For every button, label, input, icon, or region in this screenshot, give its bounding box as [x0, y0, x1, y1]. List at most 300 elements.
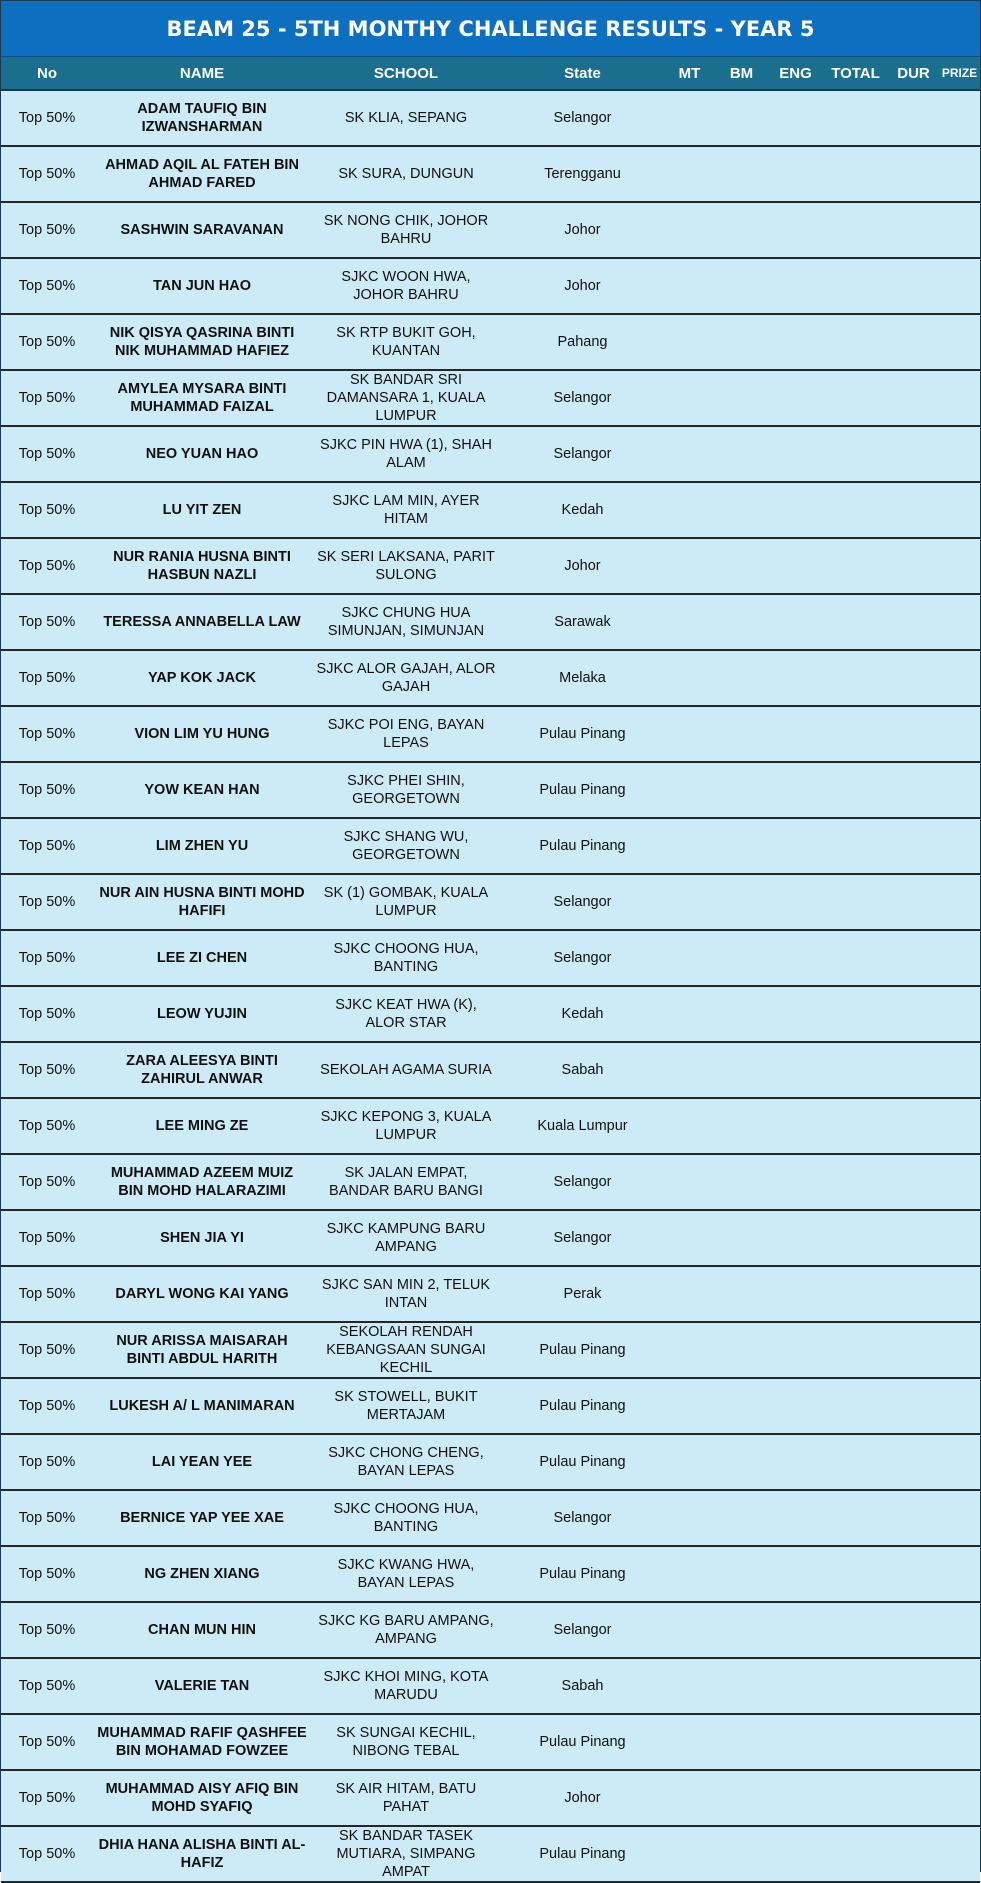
- bm-cell: [715, 706, 768, 762]
- header-row: [1, 57, 980, 90]
- rank-cell: Top 50%: [1, 1546, 93, 1602]
- state-cell: Kedah: [501, 482, 664, 538]
- rank-cell: Top 50%: [1, 1322, 93, 1378]
- rank-cell: Top 50%: [1, 650, 93, 706]
- eng-cell: [768, 874, 823, 930]
- state-cell: Johor: [501, 538, 664, 594]
- dur-cell: [888, 986, 939, 1042]
- rank-cell: Top 50%: [1, 986, 93, 1042]
- prize-cell: [939, 202, 980, 258]
- dur-cell: [888, 314, 939, 370]
- school-cell: SK BANDAR SRI DAMANSARA 1, KUALA LUMPUR: [311, 370, 501, 426]
- total-cell: [823, 1322, 888, 1378]
- prize-cell: [939, 986, 980, 1042]
- state-cell: Selangor: [501, 1602, 664, 1658]
- table-row: [1, 370, 980, 426]
- rank-cell: Top 50%: [1, 538, 93, 594]
- prize-cell: [939, 1266, 980, 1322]
- rank-cell: Top 50%: [1, 818, 93, 874]
- table-row: [1, 314, 980, 370]
- eng-cell: [768, 1658, 823, 1714]
- table-row: [1, 1714, 980, 1770]
- prize-cell: [939, 1602, 980, 1658]
- state-cell: Perak: [501, 1266, 664, 1322]
- prize-cell: [939, 1826, 980, 1882]
- prize-cell: [939, 1770, 980, 1826]
- school-cell: SK (1) GOMBAK, KUALA LUMPUR: [311, 874, 501, 930]
- name-cell: NUR RANIA HUSNA BINTI HASBUN NAZLI: [93, 538, 311, 594]
- mt-cell: [664, 482, 715, 538]
- total-cell: [823, 874, 888, 930]
- name-cell: LEOW YUJIN: [93, 986, 311, 1042]
- rank-cell: Top 50%: [1, 1266, 93, 1322]
- name-cell: NG ZHEN XIANG: [93, 1546, 311, 1602]
- name-cell: AMYLEA MYSARA BINTI MUHAMMAD FAIZAL: [93, 370, 311, 426]
- name-cell: MUHAMMAD AZEEM MUIZ BIN MOHD HALARAZIMI: [93, 1154, 311, 1210]
- bm-cell: [715, 818, 768, 874]
- rank-cell: Top 50%: [1, 930, 93, 986]
- mt-cell: [664, 314, 715, 370]
- total-cell: [823, 1434, 888, 1490]
- prize-cell: [939, 1042, 980, 1098]
- bm-cell: [715, 1266, 768, 1322]
- prize-cell: [939, 1098, 980, 1154]
- dur-cell: [888, 1378, 939, 1434]
- eng-cell: [768, 594, 823, 650]
- bm-cell: [715, 594, 768, 650]
- rank-cell: Top 50%: [1, 482, 93, 538]
- rank-cell: Top 50%: [1, 1042, 93, 1098]
- eng-cell: [768, 986, 823, 1042]
- mt-cell: [664, 90, 715, 146]
- name-cell: NEO YUAN HAO: [93, 426, 311, 482]
- column-header-prize[interactable]: PRIZE: [939, 57, 980, 90]
- table-row: [1, 1266, 980, 1322]
- prize-cell: [939, 482, 980, 538]
- school-cell: SEKOLAH RENDAH KEBANGSAAN SUNGAI KECHIL: [311, 1322, 501, 1378]
- prize-cell: [939, 1322, 980, 1378]
- table-row: [1, 1098, 980, 1154]
- prize-cell: [939, 1658, 980, 1714]
- bm-cell: [715, 650, 768, 706]
- rank-cell: Top 50%: [1, 1658, 93, 1714]
- school-cell: SK BANDAR TASEK MUTIARA, SIMPANG AMPAT: [311, 1826, 501, 1882]
- dur-cell: [888, 1490, 939, 1546]
- eng-cell: [768, 426, 823, 482]
- state-cell: Pulau Pinang: [501, 706, 664, 762]
- table-row: [1, 538, 980, 594]
- prize-cell: [939, 1154, 980, 1210]
- mt-cell: [664, 1322, 715, 1378]
- mt-cell: [664, 1658, 715, 1714]
- eng-cell: [768, 818, 823, 874]
- state-cell: Selangor: [501, 1154, 664, 1210]
- total-cell: [823, 1098, 888, 1154]
- state-cell: Pulau Pinang: [501, 818, 664, 874]
- state-cell: Johor: [501, 1770, 664, 1826]
- state-cell: Pulau Pinang: [501, 1826, 664, 1882]
- results-body: [1, 90, 980, 1882]
- prize-cell: [939, 426, 980, 482]
- mt-cell: [664, 1714, 715, 1770]
- table-row: [1, 426, 980, 482]
- school-cell: SJKC WOON HWA, JOHOR BAHRU: [311, 258, 501, 314]
- state-cell: Pulau Pinang: [501, 1714, 664, 1770]
- eng-cell: [768, 762, 823, 818]
- total-cell: [823, 90, 888, 146]
- school-cell: SK NONG CHIK, JOHOR BAHRU: [311, 202, 501, 258]
- prize-cell: [939, 762, 980, 818]
- dur-cell: [888, 1154, 939, 1210]
- eng-cell: [768, 1042, 823, 1098]
- name-cell: LU YIT ZEN: [93, 482, 311, 538]
- table-row: [1, 1658, 980, 1714]
- page-title: BEAM 25 - 5TH MONTHY CHALLENGE RESULTS - YEAR 5: [1, 1, 980, 57]
- prize-cell: [939, 90, 980, 146]
- mt-cell: [664, 1770, 715, 1826]
- state-cell: Melaka: [501, 650, 664, 706]
- school-cell: SJKC KEPONG 3, KUALA LUMPUR: [311, 1098, 501, 1154]
- bm-cell: [715, 426, 768, 482]
- eng-cell: [768, 146, 823, 202]
- rank-cell: Top 50%: [1, 314, 93, 370]
- eng-cell: [768, 930, 823, 986]
- bm-cell: [715, 1770, 768, 1826]
- mt-cell: [664, 706, 715, 762]
- bm-cell: [715, 930, 768, 986]
- total-cell: [823, 650, 888, 706]
- state-cell: Kedah: [501, 986, 664, 1042]
- column-header-name[interactable]: NAME: [93, 57, 311, 90]
- column-header-total[interactable]: TOTAL: [823, 57, 888, 90]
- bm-cell: [715, 538, 768, 594]
- state-cell: Selangor: [501, 1210, 664, 1266]
- mt-cell: [664, 1042, 715, 1098]
- dur-cell: [888, 930, 939, 986]
- table-row: [1, 1154, 980, 1210]
- table-row: [1, 930, 980, 986]
- total-cell: [823, 370, 888, 426]
- column-header-state[interactable]: State: [501, 57, 664, 90]
- state-cell: Selangor: [501, 930, 664, 986]
- table-row: [1, 706, 980, 762]
- name-cell: MUHAMMAD RAFIF QASHFEE BIN MOHAMAD FOWZEE: [93, 1714, 311, 1770]
- prize-cell: [939, 1378, 980, 1434]
- rank-cell: Top 50%: [1, 1378, 93, 1434]
- prize-cell: [939, 1490, 980, 1546]
- mt-cell: [664, 594, 715, 650]
- prize-cell: [939, 538, 980, 594]
- state-cell: Sabah: [501, 1658, 664, 1714]
- table-row: [1, 1546, 980, 1602]
- prize-cell: [939, 1434, 980, 1490]
- dur-cell: [888, 1658, 939, 1714]
- mt-cell: [664, 762, 715, 818]
- prize-cell: [939, 1546, 980, 1602]
- rank-cell: Top 50%: [1, 1826, 93, 1882]
- rank-cell: Top 50%: [1, 874, 93, 930]
- dur-cell: [888, 762, 939, 818]
- table-row: [1, 986, 980, 1042]
- table-row: [1, 1602, 980, 1658]
- bm-cell: [715, 1378, 768, 1434]
- state-cell: Selangor: [501, 1490, 664, 1546]
- prize-cell: [939, 818, 980, 874]
- column-header-school[interactable]: SCHOOL: [311, 57, 501, 90]
- total-cell: [823, 202, 888, 258]
- total-cell: [823, 1658, 888, 1714]
- eng-cell: [768, 202, 823, 258]
- school-cell: SEKOLAH AGAMA SURIA: [311, 1042, 501, 1098]
- table-row: [1, 1434, 980, 1490]
- mt-cell: [664, 1266, 715, 1322]
- name-cell: SASHWIN SARAVANAN: [93, 202, 311, 258]
- eng-cell: [768, 1154, 823, 1210]
- total-cell: [823, 1266, 888, 1322]
- table-row: [1, 1210, 980, 1266]
- school-cell: SK JALAN EMPAT, BANDAR BARU BANGI: [311, 1154, 501, 1210]
- dur-cell: [888, 146, 939, 202]
- dur-cell: [888, 202, 939, 258]
- eng-cell: [768, 482, 823, 538]
- table-row: [1, 818, 980, 874]
- bm-cell: [715, 146, 768, 202]
- bm-cell: [715, 1434, 768, 1490]
- total-cell: [823, 930, 888, 986]
- bm-cell: [715, 1490, 768, 1546]
- table-row: [1, 258, 980, 314]
- mt-cell: [664, 1210, 715, 1266]
- bm-cell: [715, 90, 768, 146]
- state-cell: Johor: [501, 258, 664, 314]
- rank-cell: Top 50%: [1, 762, 93, 818]
- school-cell: SJKC PIN HWA (1), SHAH ALAM: [311, 426, 501, 482]
- prize-cell: [939, 594, 980, 650]
- school-cell: SJKC KEAT HWA (K), ALOR STAR: [311, 986, 501, 1042]
- mt-cell: [664, 1602, 715, 1658]
- mt-cell: [664, 1546, 715, 1602]
- table-row: [1, 146, 980, 202]
- total-cell: [823, 426, 888, 482]
- prize-cell: [939, 146, 980, 202]
- total-cell: [823, 1210, 888, 1266]
- dur-cell: [888, 90, 939, 146]
- mt-cell: [664, 258, 715, 314]
- rank-cell: Top 50%: [1, 90, 93, 146]
- eng-cell: [768, 1434, 823, 1490]
- table-row: [1, 482, 980, 538]
- name-cell: DHIA HANA ALISHA BINTI AL-HAFIZ: [93, 1826, 311, 1882]
- total-cell: [823, 706, 888, 762]
- dur-cell: [888, 1602, 939, 1658]
- state-cell: Johor: [501, 202, 664, 258]
- total-cell: [823, 538, 888, 594]
- total-cell: [823, 986, 888, 1042]
- bm-cell: [715, 986, 768, 1042]
- school-cell: SJKC ALOR GAJAH, ALOR GAJAH: [311, 650, 501, 706]
- total-cell: [823, 1378, 888, 1434]
- bm-cell: [715, 1602, 768, 1658]
- total-cell: [823, 762, 888, 818]
- column-header-eng[interactable]: ENG: [768, 57, 823, 90]
- table-row: [1, 202, 980, 258]
- table-row: [1, 1826, 980, 1882]
- dur-cell: [888, 1434, 939, 1490]
- bm-cell: [715, 482, 768, 538]
- school-cell: SJKC SHANG WU, GEORGETOWN: [311, 818, 501, 874]
- state-cell: Pahang: [501, 314, 664, 370]
- state-cell: Sarawak: [501, 594, 664, 650]
- bm-cell: [715, 202, 768, 258]
- rank-cell: Top 50%: [1, 706, 93, 762]
- eng-cell: [768, 1322, 823, 1378]
- name-cell: LAI YEAN YEE: [93, 1434, 311, 1490]
- dur-cell: [888, 1546, 939, 1602]
- state-cell: Terengganu: [501, 146, 664, 202]
- mt-cell: [664, 818, 715, 874]
- dur-cell: [888, 1210, 939, 1266]
- column-header-dur[interactable]: DUR: [888, 57, 939, 90]
- dur-cell: [888, 1042, 939, 1098]
- column-header-mt[interactable]: MT: [664, 57, 715, 90]
- school-cell: SJKC KWANG HWA, BAYAN LEPAS: [311, 1546, 501, 1602]
- rank-cell: Top 50%: [1, 594, 93, 650]
- bm-cell: [715, 1154, 768, 1210]
- table-row: [1, 1490, 980, 1546]
- bm-cell: [715, 1322, 768, 1378]
- name-cell: DARYL WONG KAI YANG: [93, 1266, 311, 1322]
- name-cell: AHMAD AQIL AL FATEH BIN AHMAD FARED: [93, 146, 311, 202]
- eng-cell: [768, 314, 823, 370]
- rank-cell: Top 50%: [1, 426, 93, 482]
- eng-cell: [768, 1826, 823, 1882]
- table-row: [1, 650, 980, 706]
- dur-cell: [888, 1266, 939, 1322]
- dur-cell: [888, 1714, 939, 1770]
- bm-cell: [715, 762, 768, 818]
- total-cell: [823, 1042, 888, 1098]
- state-cell: Sabah: [501, 1042, 664, 1098]
- column-header-bm[interactable]: BM: [715, 57, 768, 90]
- bm-cell: [715, 1042, 768, 1098]
- rank-cell: Top 50%: [1, 1098, 93, 1154]
- total-cell: [823, 146, 888, 202]
- name-cell: NIK QISYA QASRINA BINTI NIK MUHAMMAD HAFIEZ: [93, 314, 311, 370]
- mt-cell: [664, 370, 715, 426]
- mt-cell: [664, 538, 715, 594]
- mt-cell: [664, 426, 715, 482]
- total-cell: [823, 314, 888, 370]
- total-cell: [823, 1154, 888, 1210]
- table-row: [1, 1770, 980, 1826]
- results-table: [1, 57, 980, 1883]
- total-cell: [823, 1602, 888, 1658]
- bm-cell: [715, 314, 768, 370]
- rank-cell: Top 50%: [1, 370, 93, 426]
- state-cell: Selangor: [501, 874, 664, 930]
- state-cell: Kuala Lumpur: [501, 1098, 664, 1154]
- dur-cell: [888, 818, 939, 874]
- school-cell: SJKC CHOONG HUA, BANTING: [311, 930, 501, 986]
- eng-cell: [768, 1266, 823, 1322]
- rank-cell: Top 50%: [1, 1490, 93, 1546]
- school-cell: SJKC CHOONG HUA, BANTING: [311, 1490, 501, 1546]
- school-cell: SK SURA, DUNGUN: [311, 146, 501, 202]
- rank-cell: Top 50%: [1, 1714, 93, 1770]
- eng-cell: [768, 706, 823, 762]
- dur-cell: [888, 426, 939, 482]
- total-cell: [823, 594, 888, 650]
- name-cell: CHAN MUN HIN: [93, 1602, 311, 1658]
- total-cell: [823, 258, 888, 314]
- school-cell: SJKC KHOI MING, KOTA MARUDU: [311, 1658, 501, 1714]
- eng-cell: [768, 650, 823, 706]
- mt-cell: [664, 1826, 715, 1882]
- name-cell: YOW KEAN HAN: [93, 762, 311, 818]
- state-cell: Selangor: [501, 90, 664, 146]
- prize-cell: [939, 370, 980, 426]
- prize-cell: [939, 874, 980, 930]
- mt-cell: [664, 1434, 715, 1490]
- school-cell: SJKC CHONG CHENG, BAYAN LEPAS: [311, 1434, 501, 1490]
- mt-cell: [664, 146, 715, 202]
- column-header-no[interactable]: No: [1, 57, 93, 90]
- dur-cell: [888, 370, 939, 426]
- bm-cell: [715, 1546, 768, 1602]
- eng-cell: [768, 1490, 823, 1546]
- school-cell: SK SERI LAKSANA, PARIT SULONG: [311, 538, 501, 594]
- name-cell: ZARA ALEESYA BINTI ZAHIRUL ANWAR: [93, 1042, 311, 1098]
- mt-cell: [664, 1098, 715, 1154]
- name-cell: LEE MING ZE: [93, 1098, 311, 1154]
- school-cell: SK AIR HITAM, BATU PAHAT: [311, 1770, 501, 1826]
- bm-cell: [715, 1098, 768, 1154]
- prize-cell: [939, 314, 980, 370]
- school-cell: SJKC KAMPUNG BARU AMPANG: [311, 1210, 501, 1266]
- mt-cell: [664, 930, 715, 986]
- school-cell: SJKC KG BARU AMPANG, AMPANG: [311, 1602, 501, 1658]
- dur-cell: [888, 1770, 939, 1826]
- name-cell: TAN JUN HAO: [93, 258, 311, 314]
- bm-cell: [715, 1210, 768, 1266]
- name-cell: NUR AIN HUSNA BINTI MOHD HAFIFI: [93, 874, 311, 930]
- school-cell: SK SUNGAI KECHIL, NIBONG TEBAL: [311, 1714, 501, 1770]
- dur-cell: [888, 874, 939, 930]
- mt-cell: [664, 202, 715, 258]
- total-cell: [823, 482, 888, 538]
- table-row: [1, 1378, 980, 1434]
- eng-cell: [768, 1210, 823, 1266]
- dur-cell: [888, 538, 939, 594]
- prize-cell: [939, 650, 980, 706]
- state-cell: Pulau Pinang: [501, 1434, 664, 1490]
- total-cell: [823, 1490, 888, 1546]
- table-row: [1, 874, 980, 930]
- prize-cell: [939, 1210, 980, 1266]
- rank-cell: Top 50%: [1, 1210, 93, 1266]
- school-cell: SK RTP BUKIT GOH, KUANTAN: [311, 314, 501, 370]
- name-cell: MUHAMMAD AISY AFIQ BIN MOHD SYAFIQ: [93, 1770, 311, 1826]
- eng-cell: [768, 1378, 823, 1434]
- mt-cell: [664, 874, 715, 930]
- total-cell: [823, 1714, 888, 1770]
- rank-cell: Top 50%: [1, 1602, 93, 1658]
- total-cell: [823, 1770, 888, 1826]
- mt-cell: [664, 1490, 715, 1546]
- mt-cell: [664, 1154, 715, 1210]
- dur-cell: [888, 1322, 939, 1378]
- name-cell: ADAM TAUFIQ BIN IZWANSHARMAN: [93, 90, 311, 146]
